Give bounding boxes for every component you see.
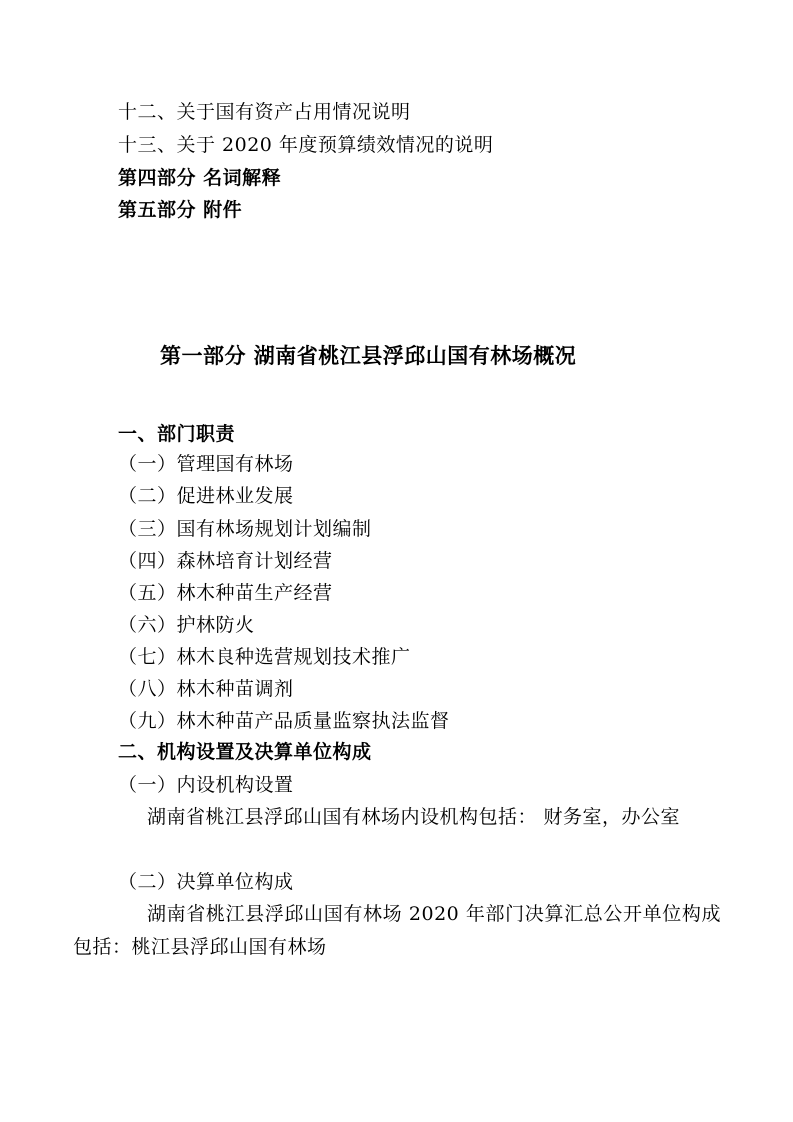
duty-item: （四）森林培育计划经营: [118, 550, 333, 572]
duty-item: （二）促进林业发展: [118, 485, 294, 507]
toc-item-12: 十二、关于国有资产占用情况说明: [118, 101, 411, 123]
duty-item: （六）护林防火: [118, 614, 255, 636]
duty-item: （七）林木良种选营规划技术推广: [118, 646, 411, 668]
toc-part-4: 第四部分 名词解释: [118, 167, 282, 189]
section2-sub2-text: 湖南省桃江县浮邱山国有林场 2020 年部门决算汇总公开单位构成包括：桃江县浮邱山国有林场: [73, 903, 721, 958]
section2-sub1-heading: （一）内设机构设置: [118, 774, 294, 796]
duty-item: （一）管理国有林场: [118, 453, 294, 475]
duty-item: （五）林木种苗生产经营: [118, 582, 333, 604]
toc-part-5: 第五部分 附件: [118, 199, 243, 221]
toc-item-13: 十三、关于 2020 年度预算绩效情况的说明: [118, 134, 494, 156]
section2-heading: 二、机构设置及决算单位构成: [118, 741, 372, 763]
duty-item: （三）国有林场规划计划编制: [118, 518, 372, 540]
section2-sub2-heading: （二）决算单位构成: [118, 871, 294, 893]
duty-item: （九）林木种苗产品质量监察执法监督: [118, 710, 450, 732]
section1-heading: 一、部门职责: [118, 423, 236, 445]
part1-title: 第一部分 湖南省桃江县浮邱山国有林场概况: [160, 344, 577, 368]
section2-sub1-text: 湖南省桃江县浮邱山国有林场内设机构包括： 财务室，办公室: [147, 806, 681, 828]
duty-item: （八）林木种苗调剂: [118, 678, 294, 700]
